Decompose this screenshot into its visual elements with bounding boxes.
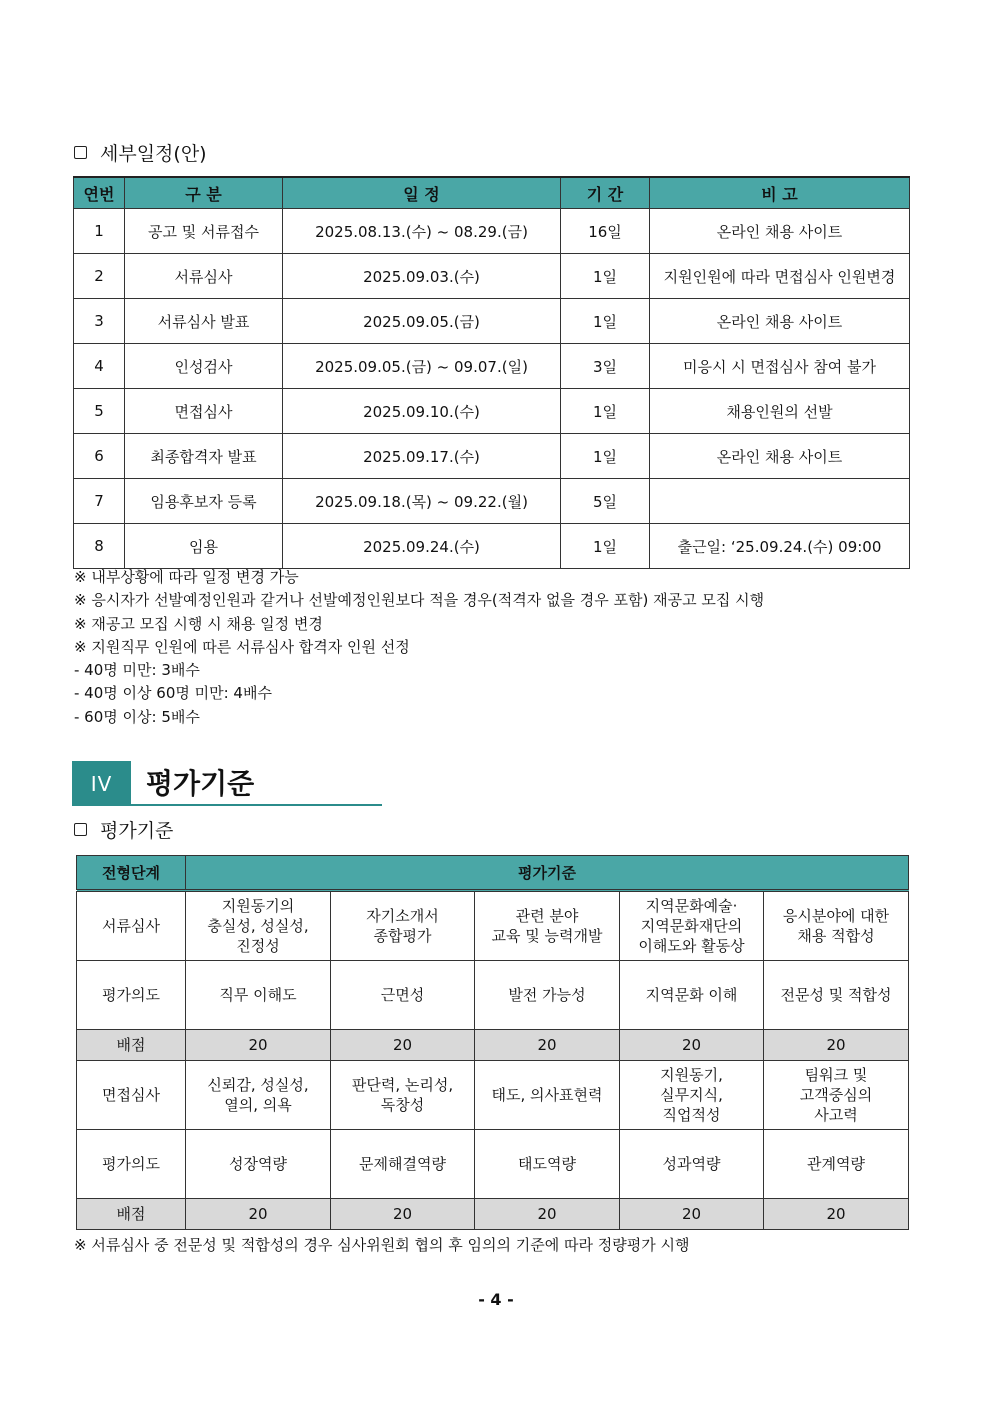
schedule-row: [74, 434, 910, 479]
schedule-cell-category: 공고 및 서류접수: [125, 209, 283, 254]
criteria-cell: 직무 이해도: [186, 961, 331, 1030]
criteria-cell: 발전 가능성: [475, 961, 620, 1030]
schedule-cell-remarks: 미응시 시 면접심사 참여 불가: [650, 344, 910, 389]
schedule-cell-category: 서류심사: [125, 254, 283, 299]
header-category: 구 분: [125, 177, 283, 209]
note-line: - 40명 이상 60명 미만: 4배수: [74, 684, 272, 703]
schedule-cell-remarks: 출근일: ‘25.09.24.(수) 09:00: [650, 524, 910, 569]
schedule-row: [74, 524, 910, 569]
schedule-row: [74, 479, 910, 524]
criteria-cell: 20: [620, 1199, 764, 1230]
criteria-heading-text: 평가기준: [100, 820, 174, 842]
schedule-header-row: [74, 177, 910, 209]
criteria-row-doc-score: [77, 1030, 909, 1061]
section-title: 평가기준: [146, 767, 255, 800]
header-stage: 전형단계: [77, 856, 186, 891]
criteria-row-label: 배점: [77, 1199, 186, 1230]
schedule-cell-remarks: [650, 479, 910, 524]
note-line: ※ 내부상황에 따라 일정 변경 가능: [74, 568, 299, 586]
header-period: 기 간: [561, 177, 650, 209]
criteria-cell: 근면성: [331, 961, 475, 1030]
schedule-cell-category: 면접심사: [125, 389, 283, 434]
criteria-heading: [74, 816, 173, 843]
schedule-cell-no: 4: [74, 344, 125, 389]
criteria-cell: 20: [620, 1030, 764, 1061]
schedule-cell-date: 2025.09.03.(수): [283, 254, 561, 299]
schedule-cell-category: 최종합격자 발표: [125, 434, 283, 479]
schedule-cell-remarks: 온라인 채용 사이트: [650, 434, 910, 479]
criteria-cell: 지원동기, 실무지식, 직업적성: [620, 1061, 764, 1130]
criteria-cell: 20: [475, 1030, 620, 1061]
criteria-cell: 신뢰감, 성실성, 열의, 의욕: [186, 1061, 331, 1130]
note-line: ※ 응시자가 선발예정인원과 같거나 선발예정인원보다 적을 경우(적격자 없을 경우 포함) 재공고 모집 시행: [74, 591, 765, 610]
schedule-cell-remarks: 채용인원의 선발: [650, 389, 910, 434]
checkbox-icon: [74, 823, 87, 836]
schedule-cell-date: 2025.09.17.(수): [283, 434, 561, 479]
criteria-cell: 응시분야에 대한 채용 적합성: [764, 891, 909, 961]
criteria-cell: 20: [186, 1030, 331, 1061]
criteria-cell: 지원동기의 충실성, 성실성, 진정성: [186, 891, 331, 961]
schedule-cell-no: 1: [74, 209, 125, 254]
schedule-row: [74, 254, 910, 299]
criteria-cell: 전문성 및 적합성: [764, 961, 909, 1030]
schedule-cell-period: 1일: [561, 434, 650, 479]
schedule-cell-period: 3일: [561, 344, 650, 389]
schedule-cell-period: 1일: [561, 254, 650, 299]
criteria-cell: 자기소개서 종합평가: [331, 891, 475, 961]
criteria-cell: 성과역량: [620, 1130, 764, 1199]
note-line: - 60명 이상: 5배수: [74, 707, 200, 726]
criteria-cell: 20: [186, 1199, 331, 1230]
criteria-row-interview: [77, 1061, 909, 1130]
schedule-cell-date: 2025.09.05.(금) ~ 09.07.(일): [283, 344, 561, 389]
header-remarks: 비 고: [650, 177, 910, 209]
schedule-cell-date: 2025.09.18.(목) ~ 09.22.(월): [283, 479, 561, 524]
header-criteria: 평가기준: [186, 856, 909, 891]
criteria-cell: 20: [764, 1030, 909, 1061]
schedule-cell-category: 임용: [125, 524, 283, 569]
criteria-row-interview-intent: [77, 1130, 909, 1199]
schedule-cell-period: 1일: [561, 299, 650, 344]
criteria-cell: 문제해결역량: [331, 1130, 475, 1199]
schedule-cell-no: 7: [74, 479, 125, 524]
criteria-row-label: 평가의도: [77, 1130, 186, 1199]
schedule-cell-remarks: 지원인원에 따라 면접심사 인원변경: [650, 254, 910, 299]
schedule-row: [74, 209, 910, 254]
criteria-row-label: 면접심사: [77, 1061, 186, 1130]
schedule-cell-period: 1일: [561, 389, 650, 434]
criteria-row-label: 서류심사: [77, 891, 186, 961]
schedule-cell-category: 서류심사 발표: [125, 299, 283, 344]
criteria-cell: 태도, 의사표현력: [475, 1061, 620, 1130]
section-number-badge: IV: [72, 761, 131, 806]
criteria-cell: 지역문화 이해: [620, 961, 764, 1030]
criteria-cell: 20: [331, 1030, 475, 1061]
criteria-row-interview-score: [77, 1199, 909, 1230]
criteria-row-label: 배점: [77, 1030, 186, 1061]
schedule-notes: [74, 566, 764, 729]
section-underline: [131, 804, 382, 806]
schedule-cell-date: 2025.08.13.(수) ~ 08.29.(금): [283, 209, 561, 254]
criteria-cell: 20: [764, 1199, 909, 1230]
criteria-row-doc-intent: [77, 961, 909, 1030]
criteria-row-doc-review: [77, 891, 909, 961]
schedule-cell-category: 인성검사: [125, 344, 283, 389]
page-number: - 4 -: [478, 1290, 514, 1309]
header-no: 연번: [74, 177, 125, 209]
checkbox-icon: [74, 146, 87, 159]
schedule-cell-no: 8: [74, 524, 125, 569]
schedule-cell-date: 2025.09.24.(수): [283, 524, 561, 569]
criteria-cell: 팀워크 및 고객중심의 사고력: [764, 1061, 909, 1130]
criteria-cell: 20: [331, 1199, 475, 1230]
criteria-cell: 지역문화예술· 지역문화재단의 이해도와 활동상: [620, 891, 764, 961]
schedule-cell-no: 5: [74, 389, 125, 434]
schedule-row: [74, 344, 910, 389]
schedule-cell-no: 3: [74, 299, 125, 344]
note-line: ※ 지원직무 인원에 따른 서류심사 합격자 인원 선정: [74, 637, 410, 656]
schedule-cell-remarks: 온라인 채용 사이트: [650, 209, 910, 254]
schedule-cell-period: 1일: [561, 524, 650, 569]
criteria-cell: 태도역량: [475, 1130, 620, 1199]
schedule-cell-category: 임용후보자 등록: [125, 479, 283, 524]
note-line: - 40명 미만: 3배수: [74, 661, 200, 680]
criteria-row-label: 평가의도: [77, 961, 186, 1030]
schedule-row: [74, 299, 910, 344]
schedule-row: [74, 389, 910, 434]
criteria-header-row: [77, 856, 909, 891]
criteria-cell: 20: [475, 1199, 620, 1230]
schedule-cell-period: 5일: [561, 479, 650, 524]
schedule-cell-date: 2025.09.10.(수): [283, 389, 561, 434]
criteria-footnote: ※ 서류심사 중 전문성 및 적합성의 경우 심사위원회 협의 후 임의의 기준에 따라 정량평가 시행: [74, 1236, 690, 1254]
criteria-cell: 판단력, 논리성, 독창성: [331, 1061, 475, 1130]
schedule-heading-text: 세부일정(안): [100, 143, 207, 165]
schedule-table: [73, 176, 910, 569]
schedule-heading: [74, 139, 207, 166]
criteria-table: [76, 855, 909, 1230]
note-line: ※ 재공고 모집 시행 시 채용 일정 변경: [74, 614, 323, 633]
schedule-cell-period: 16일: [561, 209, 650, 254]
schedule-cell-remarks: 온라인 채용 사이트: [650, 299, 910, 344]
header-date: 일 정: [283, 177, 561, 209]
criteria-cell: 관련 분야 교육 및 능력개발: [475, 891, 620, 961]
schedule-cell-no: 2: [74, 254, 125, 299]
criteria-cell: 성장역량: [186, 1130, 331, 1199]
schedule-cell-no: 6: [74, 434, 125, 479]
criteria-cell: 관계역량: [764, 1130, 909, 1199]
schedule-cell-date: 2025.09.05.(금): [283, 299, 561, 344]
